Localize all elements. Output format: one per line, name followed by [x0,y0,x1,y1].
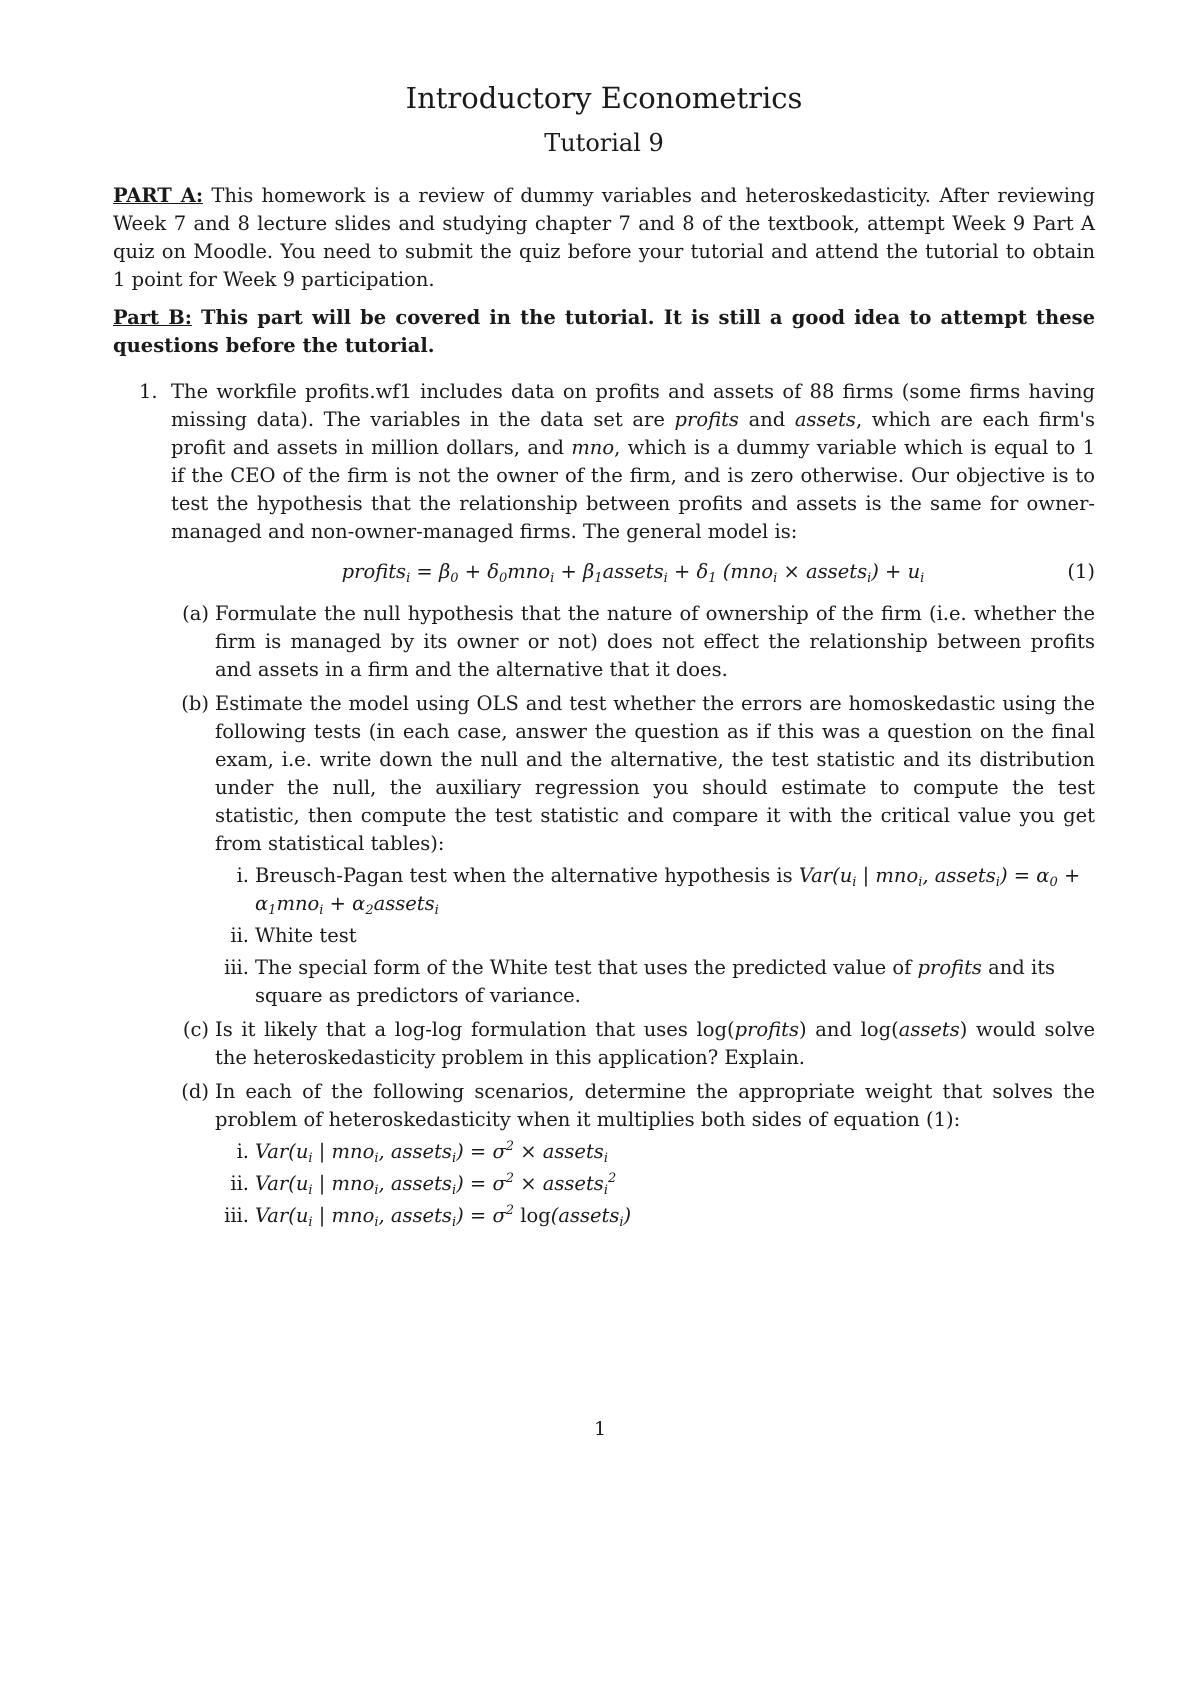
equation-number: (1) [1067,560,1095,583]
part-b-question: (b) Estimate the model using OLS and test whether the errors are homoskedastic using the following tests (in each case, answer the question as if this was a question on the final exam, i.e. write down the null and the alternative, the test statistic and its distribution under the null, the auxiliary regression you should estimate to compute the test statistic, then compute the test statistic and compare it with the critical value you get from statistical tables): i. Breusch-Pagan test when the alternative hypothesis is $Var(u_i$ | mno$_i$, assets$_i$) = $\alpha_0 + \alpha_1mno_i$ + $\alpha_2assets_i$ ii. White test iii. The special form of the White test that uses the predicted value of profits and its square as predictors of variance. [171,690,1095,1010]
question-1-intro: The workfile profits.wf1 includes data on profits and assets of 88 firms (some firms having missing data). The variables in the data set are profits and assets, which are each firm's profit and assets in million dollars, and mno, which is a dummy variable which is equal to 1 if the CEO of the firm is not the owner of the firm, and is zero otherwise. Our objective is to test the hypothesis that the relationship between profits and assets is the same for owner-managed and non-owner-managed firms. The general model is: [171,380,1096,543]
equation-body: profits$_i$ = $\beta_0 + \delta_0mno_i$ + $\beta_1assets_i + \delta_1$ (mno$_i$ × assets$_i$) + $u_i$ [341,560,925,586]
part-a-question: (a) Formulate the null hypothesis that the nature of ownership of the firm (i.e. whether the firm is managed by its owner or not) does not effect the relationship between profits and assets in a firm and the alternative that it does. [182,602,1095,681]
question-1 [113,378,1095,1230]
part-a-paragraph [113,182,1095,294]
document-title: Introductory Econometrics [405,81,803,115]
part-b-label: Part B: [113,306,192,329]
var-assets: assets [794,408,856,431]
scenario-2: ii. $Var(u_i$ | mno$_i$, assets$_i$) = $\sigma^2$ × assets$_i^2$ [230,1171,617,1198]
part-b-text: This part will be covered in the tutorial. It is still a good idea to attempt these questions before the tutorial. [113,306,1095,357]
scenario-3: iii. $Var(u_i$ | mno$_i$, assets$_i$) = $\sigma^2$ log(assets$_i$) [224,1203,632,1230]
test-breusch-pagan: i. Breusch-Pagan test when the alternative hypothesis is $Var(u_i$ | mno$_i$, assets$_i$) = $\alpha_0 + \alpha_1mno_i$ + $\alpha_2assets_i$ [236,864,1081,918]
model-equation [171,558,1095,588]
part-d-question: (d) In each of the following scenarios, determine the appropriate weight that solves the problem of heteroskedasticity when it multiplies both sides of equation (1): i. $Var(u_i$ | mno$_i$, assets$_i$) = $\sigma^2$ × assets$_i$ ii. $Var(u_i$ | mno$_i$, assets$_i$) = $\sigma^2$ × assets$_i^2$ iii. $Var(u_i$ | mno$_i$, assets$_i$) = $\sigma^2$ log(assets$_i$) [181,1080,1095,1230]
bp-alternative: $Var(u_i$ | mno$_i$, assets$_i$) = $\alpha_0 + \alpha_1mno_i$ + $\alpha_2assets_i$ [255,864,1081,918]
part-c-question: (c) Is it likely that a log-log formulation that uses log(profits) and log(assets) would solve the heteroskedasticity problem in this application? Explain. [182,1018,1095,1069]
test-white-special: iii. The special form of the White test that uses the predicted value of profits and its square as predictors of variance. [224,956,1056,1007]
test-white: ii. White test [230,924,357,947]
page-number: 1 [593,1418,607,1440]
part-a-text: This homework is a review of dummy variables and heteroskedasticity. After reviewing Week 7 and 8 lecture slides and studying chapter 7 and 8 of the textbook, attempt Week 9 Part A quiz on Moodle. You need to submit the quiz before your tutorial and attend the tutorial to obtain 1 point for Week 9 participation. [113,184,1095,291]
var-mno: mno [571,436,615,459]
document-page [113,70,1095,1230]
question-1-number: 1. [139,380,158,403]
document-subtitle: Tutorial 9 [544,129,664,157]
part-b-paragraph [113,304,1095,360]
var-profits: profits [674,408,739,431]
scenario-1: i. $Var(u_i$ | mno$_i$, assets$_i$) = $\sigma^2$ × assets$_i$ [236,1139,608,1166]
part-a-label: PART A: [113,184,204,207]
